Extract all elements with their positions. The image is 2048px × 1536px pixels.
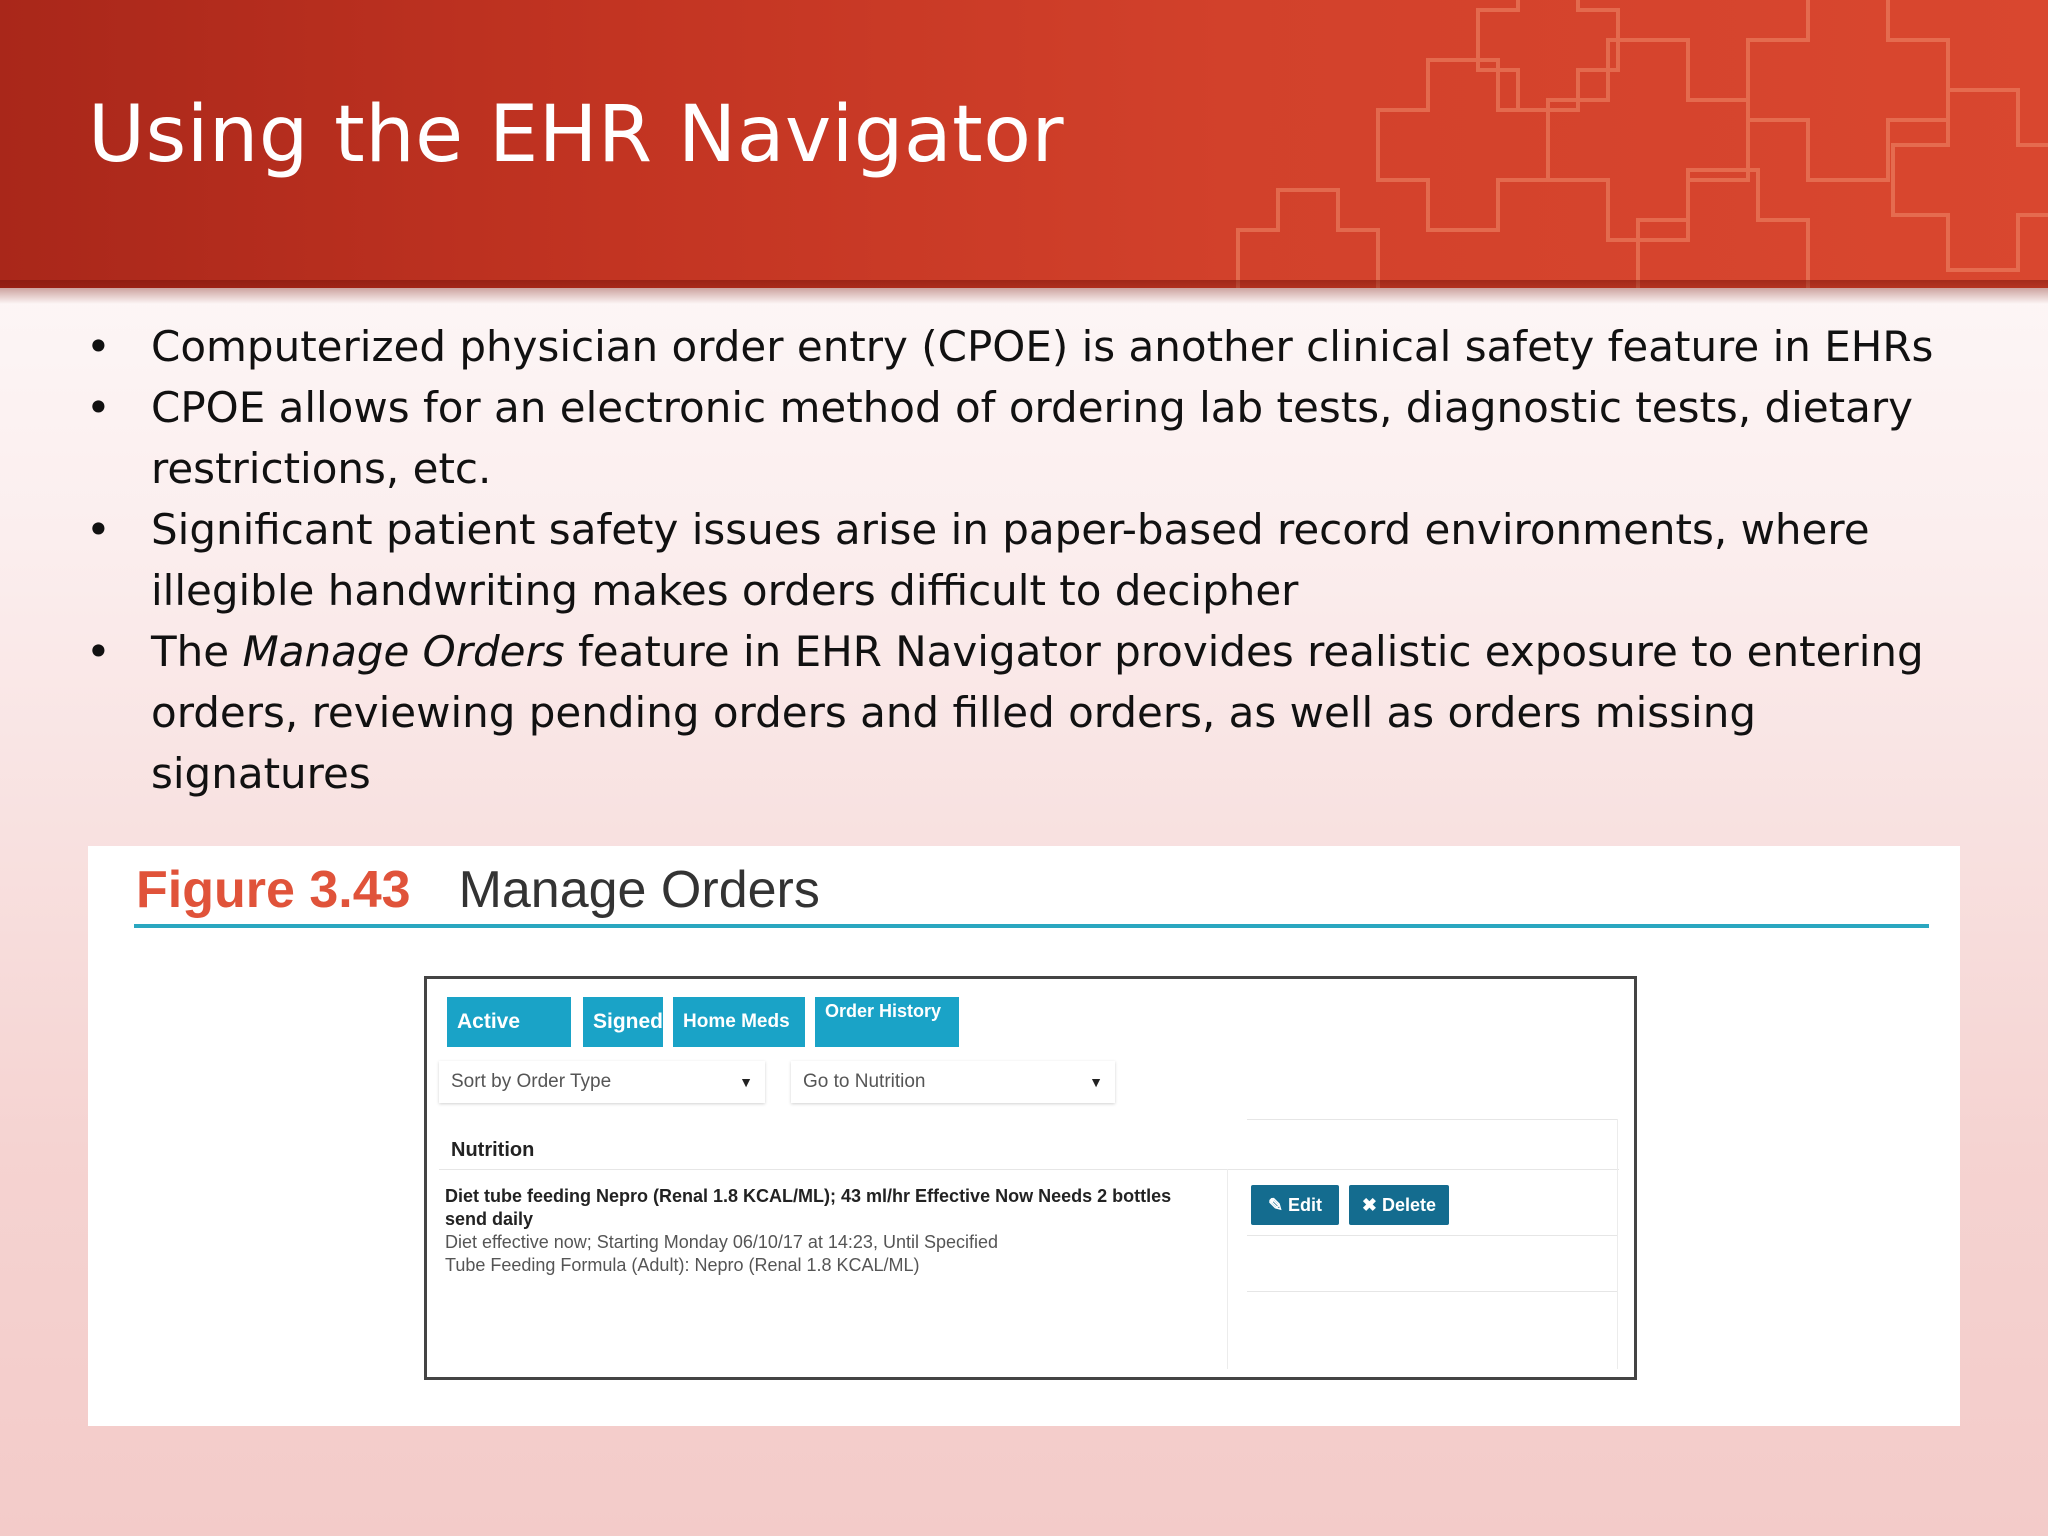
header-shadow	[0, 280, 2048, 304]
delete-label: Delete	[1382, 1195, 1437, 1215]
slide-title: Using the EHR Navigator	[88, 90, 1065, 180]
goto-select[interactable]	[791, 1061, 1115, 1103]
chevron-down-icon: ▼	[739, 1074, 753, 1090]
bullet-text: Computerized physician order entry (CPOE) is another clinical safety feature in EHRs	[151, 322, 1934, 371]
bullet-emphasis: Manage Orders	[242, 627, 565, 676]
sort-order-value: Sort by Order Type	[451, 1071, 612, 1092]
grid-line	[439, 1169, 1619, 1170]
sort-order-select[interactable]	[439, 1061, 765, 1103]
grid-line	[1247, 1119, 1617, 1120]
order-item	[445, 1185, 1205, 1277]
bullet-item	[86, 621, 1986, 804]
manage-orders-screenshot	[424, 976, 1637, 1380]
bullet-icon: •	[86, 505, 111, 554]
tab-active[interactable]: Active	[447, 997, 571, 1047]
bullet-text: CPOE allows for an electronic method of ordering lab tests, diagnostic tests, dietary restrictions, etc.	[151, 383, 1914, 493]
bullet-item	[86, 499, 1986, 621]
figure-panel	[88, 846, 1960, 1426]
grid-line	[1247, 1291, 1617, 1292]
edit-icon: ✎	[1267, 1195, 1284, 1215]
order-title: Diet tube feeding Nepro (Renal 1.8 KCAL/ML); 43 ml/hr Effective Now Needs 2 bottles send daily	[445, 1186, 1172, 1229]
figure-rule	[134, 924, 1929, 928]
tab-home-meds[interactable]: Home Meds	[673, 997, 805, 1047]
edit-button[interactable]	[1251, 1185, 1339, 1225]
slide-header	[0, 0, 2048, 288]
bullet-icon: •	[86, 322, 111, 371]
grid-line	[1247, 1235, 1617, 1236]
edit-label: Edit	[1288, 1195, 1323, 1215]
order-detail-1: Diet effective now; Starting Monday 06/10/17 at 14:23, Until Specified	[445, 1232, 998, 1252]
figure-number: Figure 3.43	[136, 861, 411, 919]
medical-cross-pattern	[1048, 0, 2048, 288]
figure-heading	[136, 860, 820, 920]
tab-signed[interactable]: Signed	[583, 997, 663, 1047]
bullet-icon: •	[86, 383, 111, 432]
order-detail-2: Tube Feeding Formula (Adult): Nepro (Renal 1.8 KCAL/ML)	[445, 1255, 920, 1275]
figure-caption: Manage Orders	[458, 861, 820, 919]
bullet-icon: •	[86, 627, 111, 676]
bullet-list	[86, 316, 1986, 804]
section-label: Nutrition	[451, 1139, 535, 1161]
bullet-item	[86, 377, 1986, 499]
close-icon: ✖	[1361, 1195, 1378, 1215]
bullet-text: Significant patient safety issues arise in paper-based record environments, where illegible handwriting makes orders difficult to decipher	[151, 505, 1870, 615]
tab-order-history[interactable]: Order History	[815, 997, 959, 1047]
grid-line	[1227, 1169, 1228, 1369]
bullet-item	[86, 316, 1986, 377]
bullet-text: The	[151, 627, 243, 676]
bullet-text: feature in EHR Navigator provides realistic exposure to entering orders, reviewing pending orders and filled orders, as well as orders missing signatures	[151, 627, 1924, 798]
goto-value: Go to Nutrition	[803, 1071, 926, 1092]
grid-line	[1617, 1119, 1618, 1369]
chevron-down-icon: ▼	[1089, 1074, 1103, 1090]
delete-button[interactable]	[1349, 1185, 1449, 1225]
